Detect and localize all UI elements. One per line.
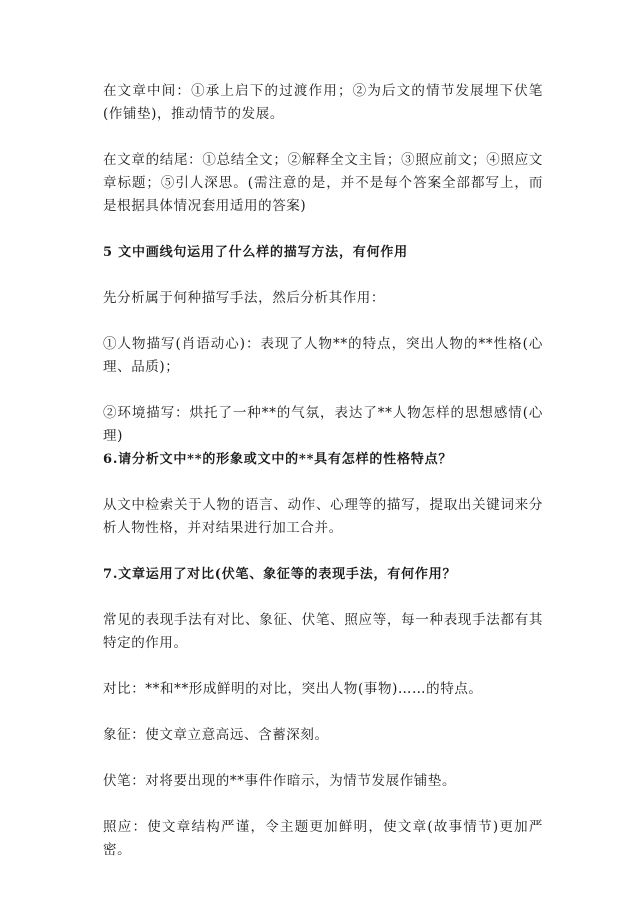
paragraph-contrast: 对比：**和**形成鲜明的对比，突出人物(事物)……的特点。 bbox=[103, 681, 483, 697]
paragraph-echo: 照应：使文章结构严谨，令主题更加鲜明，使文章(故事情节)更加严密。 bbox=[103, 819, 543, 858]
heading-question-7: 7.文章运用了对比(伏笔、象征等的表现手法，有何作用？ bbox=[103, 567, 457, 582]
paragraph-foreshadowing: 伏笔：对将要出现的**事件作暗示，为情节发展作铺垫。 bbox=[103, 773, 457, 789]
paragraph-character-description: ①人物描写(肖语动心)：表现了人物**的特点，突出人物的**性格(心理、品质)； bbox=[103, 336, 543, 375]
paragraph-analysis-method: 先分析属于何种描写手法，然后分析其作用： bbox=[103, 290, 385, 306]
paragraph-environment-description: ②环境描写：烘托了一种**的气氛，表达了**人物怎样的思想感情(心理) bbox=[103, 405, 543, 444]
paragraph-techniques-overview: 常见的表现手法有对比、象征、伏笔、照应等，每一种表现手法都有其特定的作用。 bbox=[103, 612, 543, 651]
heading-question-5: 5 文中画线句运用了什么样的描写方法，有何作用 bbox=[103, 245, 408, 260]
paragraph-character-analysis: 从文中检索关于人物的语言、动作、心理等的描写，提取出关键词来分析人物性格，并对结果进行加工合并。 bbox=[103, 497, 543, 536]
heading-question-6: 6.请分析文中**的形象或文中的**具有怎样的性格特点？ bbox=[103, 452, 453, 467]
paragraph-end-of-text: 在文章的结尾：①总结全文；②解释全文主旨；③照应前文；④照应文章标题；⑤引人深思。(需注意的是，并不是每个答案全部都写上，而是根据具体情况套用适用的答案) bbox=[103, 152, 543, 214]
paragraph-middle-of-text: 在文章中间：①承上启下的过渡作用；②为后文的情节发展埋下伏笔(作铺垫)，推动情节的发展。 bbox=[103, 83, 543, 122]
paragraph-symbolism: 象征：使文章立意高远、含蓄深刻。 bbox=[103, 727, 329, 743]
